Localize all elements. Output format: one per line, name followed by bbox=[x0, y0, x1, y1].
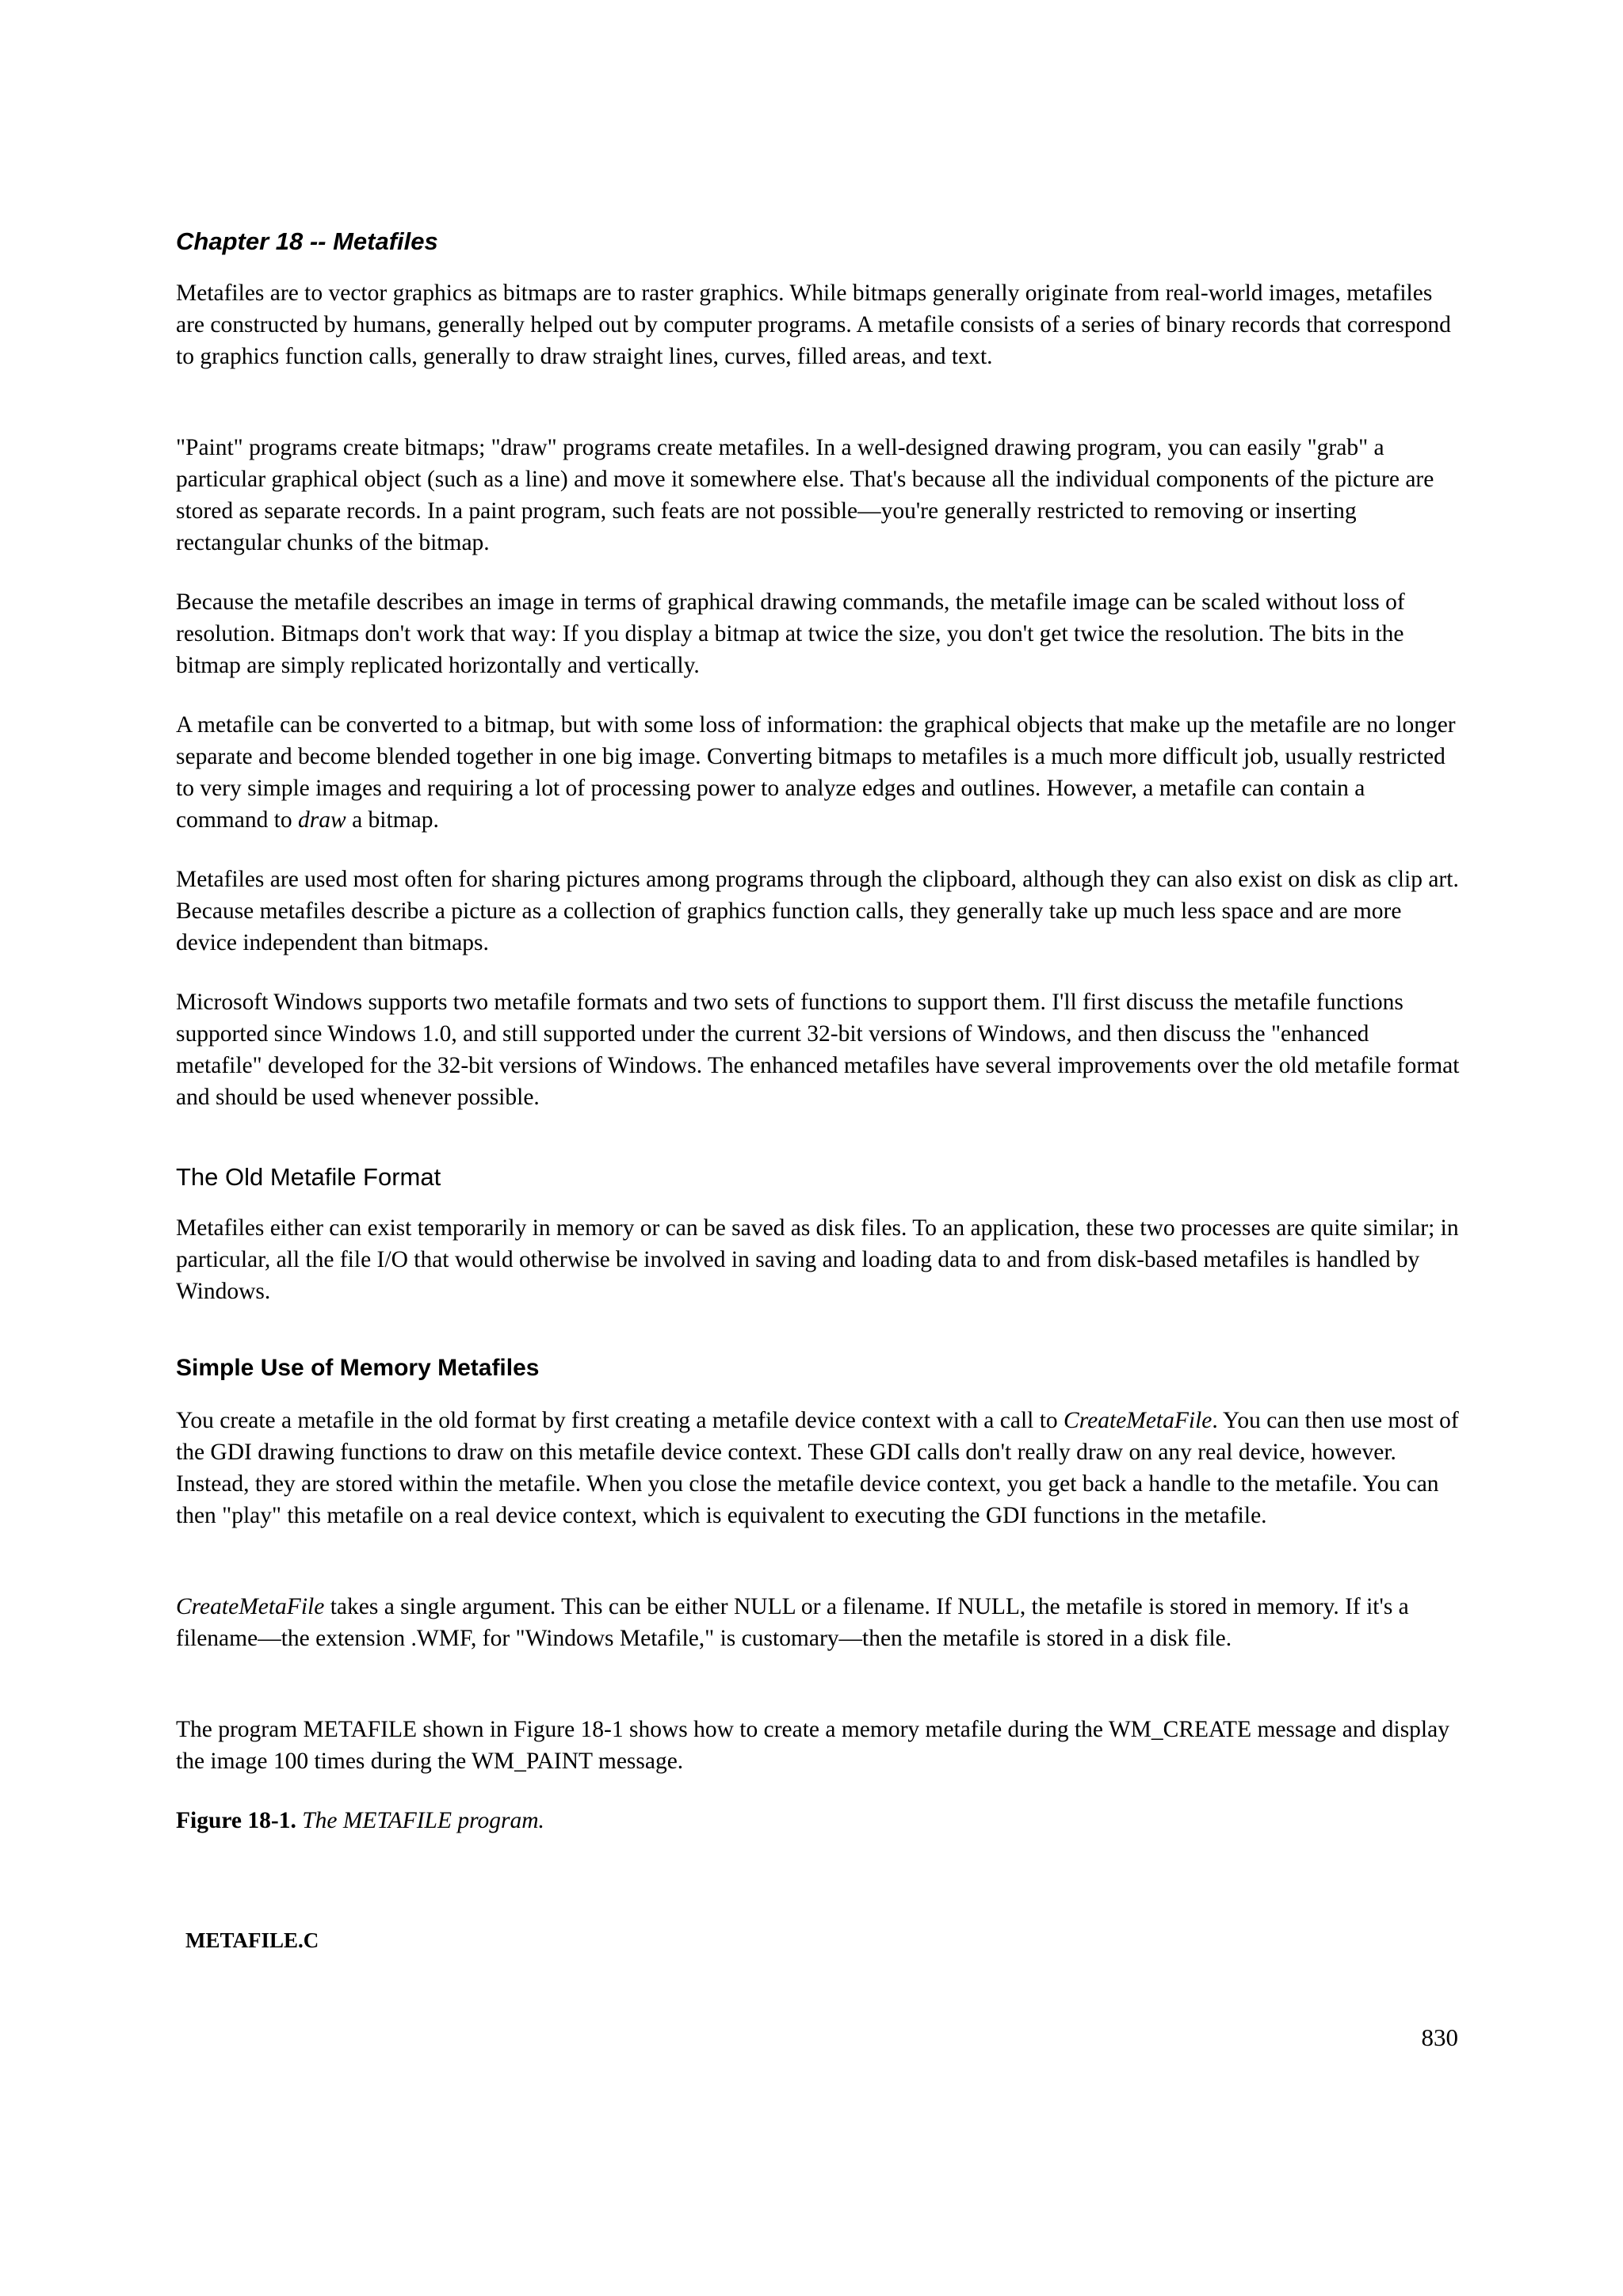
intro-paragraph-1: Metafiles are to vector graphics as bitmaps are to raster graphics. While bitmaps generally originate from real-world images, metafiles are constructed by humans, generally helped out by computer programs. A metafile consists of a series of binary records that correspond to graphics function calls, generally to draw straight lines, curves, filled areas, and text. bbox=[176, 280, 1451, 369]
intro-paragraph-3: Because the metafile describes an image in terms of graphical drawing commands, the metafile image can be scaled without loss of resolution. Bitmaps don't work that way: If you display a bitmap at twice the size, you don't get twice the resolution. The bits in the bitmap are simply replicated horizontally and vertically. bbox=[176, 589, 1405, 678]
intro-paragraph-5: Metafiles are used most often for sharing pictures among programs through the clipboard, although they can also exist on disk as clip art. Because metafiles describe a picture as a collection of graphics function calls, they generally take up much less space and are more device independent than bitmaps. bbox=[176, 867, 1459, 955]
intro-paragraph-4-text-b: a bitmap. bbox=[346, 807, 439, 833]
section-heading-old-metafile-format: The Old Metafile Format bbox=[176, 1163, 441, 1191]
memory-metafiles-paragraph-1 bbox=[176, 1405, 1460, 1531]
intro-paragraph-2: "Paint" programs create bitmaps; "draw" programs create metafiles. In a well-designed drawing program, you can easily "grab" a particular graphical object (such as a line) and move it somewhere else. That's because all the individual components of the picture are stored as separate records. In a paint program, such feats are not possible—you're generally restricted to removing or inserting rectangular chunks of the bitmap. bbox=[176, 435, 1434, 555]
old-format-paragraph: Metafiles either can exist temporarily in memory or can be saved as disk files. To an application, these two processes are quite similar; in particular, all the file I/O that would otherwise be involved in saving and loading data to and from disk-based metafiles is handled by Windows. bbox=[176, 1215, 1459, 1304]
figure-caption bbox=[176, 1805, 544, 1836]
memory-metafiles-paragraph-2-function-name: CreateMetaFile bbox=[176, 1594, 325, 1619]
intro-paragraph-4 bbox=[176, 709, 1460, 836]
figure-title: The METAFILE program. bbox=[302, 1808, 544, 1833]
memory-metafiles-paragraph-2 bbox=[176, 1591, 1460, 1654]
memory-metafiles-paragraph-3: The program METAFILE shown in Figure 18-1 shows how to create a memory metafile during the WM_CREATE message and display the image 100 times during the WM_PAINT message. bbox=[176, 1717, 1449, 1774]
memory-metafiles-paragraph-1-text-b: . You can then use most of the GDI drawing functions to draw on this metafile device context. These GDI calls don't really draw on any real device, however. Instead, they are stored within the metafile. When you close the metafile device context, you get back a handle to the metafile. You can then "play" this metafile on a real device context, which is equivalent to executing the GDI functions in the metafile. bbox=[176, 1408, 1459, 1528]
subsection-heading-memory-metafiles: Simple Use of Memory Metafiles bbox=[176, 1355, 540, 1381]
code-filename: METAFILE.C bbox=[185, 1928, 319, 1952]
page-number: 830 bbox=[1421, 2023, 1458, 2051]
intro-paragraph-6: Microsoft Windows supports two metafile formats and two sets of functions to support them. I'll first discuss the metafile functions supported since Windows 1.0, and still supported under the current 32-bit versions of Windows, and then discuss the "enhanced metafile" developed for the 32-bit versions of Windows. The enhanced metafiles have several improvements over the old metafile format and should be used whenever possible. bbox=[176, 990, 1460, 1110]
memory-metafiles-function-name: CreateMetaFile bbox=[1064, 1408, 1212, 1433]
memory-metafiles-paragraph-2-text: takes a single argument. This can be either NULL or a filename. If NULL, the metafile is stored in memory. If it's a filename—the extension .WMF, for "Windows Metafile," is customary—then the metafile is stored in a disk file. bbox=[176, 1594, 1409, 1651]
memory-metafiles-paragraph-1-text-a: You create a metafile in the old format by first creating a metafile device context with a call to bbox=[176, 1408, 1064, 1433]
intro-paragraph-4-emphasis: draw bbox=[298, 807, 346, 833]
figure-label: Figure 18-1. bbox=[176, 1808, 296, 1833]
intro-paragraph-4-text-a: A metafile can be converted to a bitmap, but with some loss of information: the graphical objects that make up the metafile are no longer separate and become blended together in one big image. Converting bitmaps to metafiles is a much more difficult job, usually restricted to very simple images and requiring a lot of processing power to analyze edges and outlines. However, a metafile can contain a command to bbox=[176, 712, 1456, 833]
chapter-title: Chapter 18 -- Metafiles bbox=[176, 227, 438, 255]
